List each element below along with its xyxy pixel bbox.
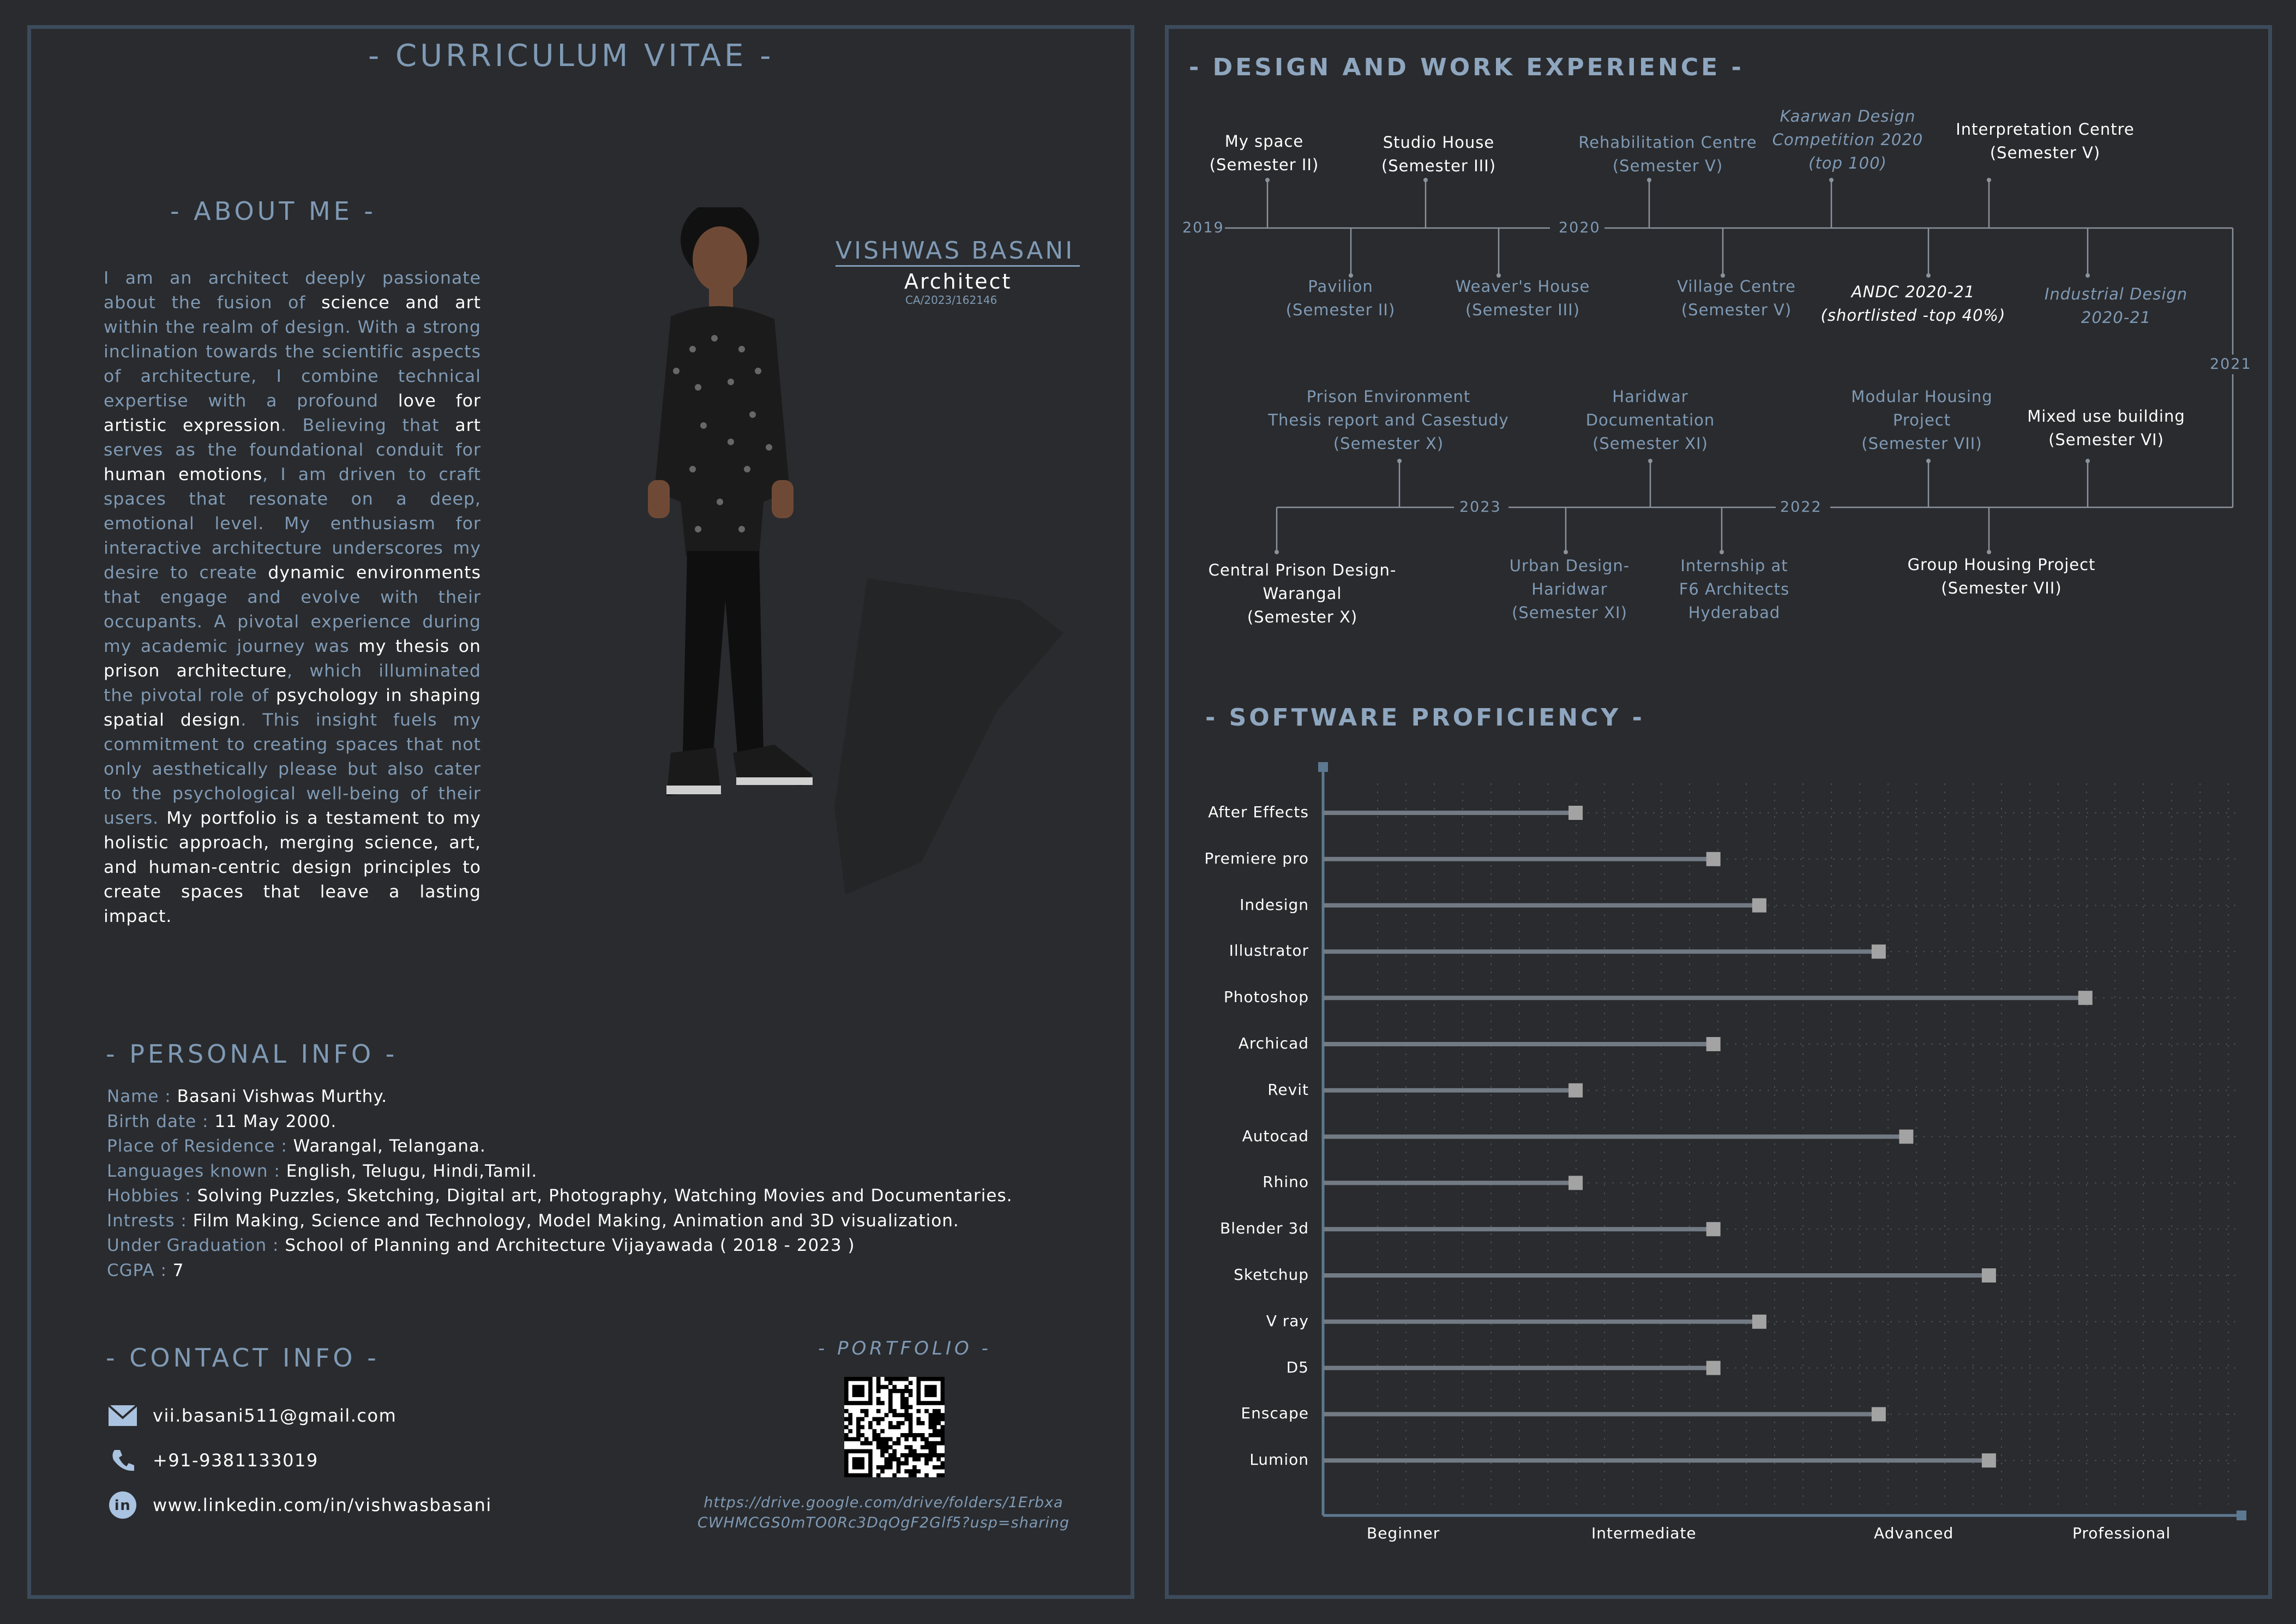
timeline-project-line: Prison Environment [1306, 387, 1471, 406]
timeline-project-line: (top 100) [1808, 154, 1887, 172]
timeline-project [1943, 405, 2270, 452]
timeline-project-line: (Semester V) [1612, 157, 1723, 175]
name-heading: VISHWAS BASANI [836, 237, 1075, 265]
timeline-project-line: Documentation [1585, 411, 1715, 429]
portfolio-url-line2[interactable]: CWHMCGS0mTO0Rc3DqOgF2Glf5?usp=sharing [697, 1514, 1070, 1531]
timeline-project-line: Thesis report and Casestudy [1268, 411, 1509, 429]
timeline-project-line: (Semester XI) [1592, 434, 1708, 453]
about-segment: human emotions [104, 465, 263, 484]
personal-info-label: Under Graduation : [107, 1236, 285, 1255]
timeline-project-line: Project [1892, 411, 1951, 429]
personal-info-value: 11 May 2000. [214, 1111, 337, 1131]
year-2020: 2020 [1559, 219, 1601, 236]
software-label: Autocad [1242, 1126, 1309, 1145]
portfolio-url-line1[interactable]: https://drive.google.com/drive/folders/1Erbxa [704, 1494, 1063, 1511]
contact-linkedin-row[interactable] [107, 1489, 492, 1521]
y-axis-cap [1318, 762, 1328, 772]
personal-info-label: CGPA : [107, 1260, 173, 1280]
timeline-project-line: (Semester II) [1209, 155, 1319, 174]
timeline-project-line: Warangal [1263, 584, 1342, 603]
about-segment: dynamic environments [268, 563, 481, 583]
personal-info-value: Solving Puzzles, Sketching, Digital art, Photography, Watching Movies and Documentaries. [197, 1186, 1013, 1206]
timeline-project-line: Studio House [1383, 133, 1495, 152]
timeline-project-line: (shortlisted -top 40%) [1820, 306, 2006, 325]
software-label: D5 [1286, 1358, 1309, 1376]
timeline-project-line: (Semester VI) [2048, 430, 2164, 449]
contact-phone-row[interactable] [107, 1444, 318, 1477]
contact-email-row[interactable] [107, 1399, 396, 1432]
year-2021: 2021 [2210, 356, 2252, 373]
timeline-project-line: Modular Housing [1851, 387, 1993, 406]
timeline-project-line: (Semester VII) [1861, 434, 1982, 453]
about-segment: . Believing that [280, 416, 455, 435]
software-label: Rhino [1263, 1173, 1309, 1191]
timeline-project-line: Weaver's House [1455, 277, 1590, 296]
portfolio-title: - PORTFOLIO - [818, 1338, 991, 1359]
software-chart [1165, 753, 2272, 1527]
level-label: Advanced [1874, 1524, 1954, 1542]
proficiency-marker [2078, 991, 2093, 1005]
contact-phone[interactable]: +91-9381133019 [153, 1450, 318, 1471]
personal-info-value: Warangal, Telangana. [293, 1136, 486, 1156]
software-label: After Effects [1208, 803, 1309, 821]
portrait-figure [616, 207, 1085, 949]
proficiency-marker [1706, 1222, 1721, 1236]
personal-info-value: Basani Vishwas Murthy. [177, 1087, 388, 1106]
timeline-project [1838, 553, 2165, 600]
about-segment: my thesis on prison architecture [104, 637, 481, 681]
level-label: Intermediate [1591, 1524, 1697, 1542]
software-label: Enscape [1241, 1404, 1309, 1423]
phone-icon [107, 1445, 139, 1476]
about-segment: I am an architect deeply passionate about the fusion of [104, 268, 481, 313]
personal-info-label: Place of Residence : [107, 1136, 293, 1156]
linkedin-icon [107, 1489, 139, 1521]
proficiency-marker [1752, 898, 1766, 913]
proficiency-marker [1568, 806, 1583, 820]
experience-title: - DESIGN AND WORK EXPERIENCE - [1189, 53, 1744, 81]
personal-info-value: English, Telugu, Hindi,Tamil. [286, 1161, 538, 1181]
software-label: Sketchup [1234, 1266, 1309, 1284]
timeline-project-line: (Semester II) [1285, 301, 1396, 319]
software-label: Revit [1267, 1080, 1309, 1099]
proficiency-marker [1982, 1268, 1996, 1283]
software-label: Photoshop [1223, 988, 1309, 1006]
about-segment: within the realm of design. With a strong inclination towards the scientific aspects of architecture, I combine technical expertise with a profound [104, 317, 481, 411]
personal-info-title: - PERSONAL INFO - [106, 1039, 398, 1069]
timeline-project-line: Competition 2020 [1772, 130, 1924, 149]
personal-info-list [107, 1084, 1012, 1283]
timeline-project-line: Central Prison Design- [1208, 561, 1397, 579]
about-segment: art [455, 416, 481, 435]
svg-text:in: in [114, 1497, 131, 1514]
timeline-project-line: Interpretation Centre [1956, 120, 2135, 139]
personal-info-value: 7 [172, 1260, 184, 1280]
proficiency-marker [1706, 1361, 1721, 1375]
timeline-project-line: (Semester V) [1990, 143, 2101, 162]
timeline-project-line: Haridwar [1612, 387, 1688, 406]
timeline-project-line: Kaarwan Design [1780, 107, 1916, 125]
personal-info-value: School of Planning and Architecture Vijayawada ( 2018 - 2023 ) [285, 1236, 855, 1255]
timeline-project-line: Pavilion [1308, 277, 1373, 296]
timeline-project-line: Mixed use building [2027, 407, 2185, 426]
timeline-project-line: (Semester III) [1465, 301, 1580, 319]
portfolio-qr-code[interactable] [844, 1377, 945, 1477]
personal-info-label: Name : [107, 1087, 177, 1106]
software-title: - SOFTWARE PROFICIENCY - [1205, 704, 1645, 732]
registration-number: CA/2023/162146 [905, 293, 997, 307]
about-segment: that engage and evolve with their occupants. A pivotal experience during my academic journey was [104, 588, 481, 656]
personal-info-label: Birth date : [107, 1111, 215, 1131]
software-label: Blender 3d [1220, 1219, 1309, 1238]
proficiency-marker [1752, 1315, 1766, 1329]
cv-title: - CURRICULUM VITAE - [368, 38, 774, 74]
timeline-project-line: (Semester III) [1381, 157, 1496, 175]
timeline-project-line: (Semester VII) [1941, 579, 2062, 597]
software-label: Indesign [1240, 895, 1309, 914]
timeline-project-line: My space [1224, 132, 1304, 151]
portfolio-url[interactable] [676, 1493, 1091, 1533]
timeline-project-line: Internship at [1680, 556, 1788, 575]
timeline-project-line: Group Housing Project [1907, 555, 2096, 574]
software-label: Premiere pro [1204, 849, 1309, 867]
level-label: Professional [2072, 1524, 2171, 1542]
personal-info-row [107, 1259, 1012, 1284]
personal-info-row [107, 1134, 1012, 1159]
level-label: Beginner [1367, 1524, 1440, 1542]
proficiency-marker [1872, 1407, 1886, 1421]
proficiency-marker [1872, 944, 1886, 958]
timeline-project-line: F6 Architects [1679, 580, 1790, 598]
timeline-project-line: Rehabilitation Centre [1578, 133, 1757, 152]
about-segment: serves as the foundational conduit for [104, 440, 481, 460]
about-title: - ABOUT ME - [170, 196, 377, 226]
timeline-project-line: (Semester XI) [1512, 603, 1627, 622]
about-segment: My portfolio is a testament to my holistic approach, merging science, art, and human-centric design principles to create spaces that leave a lasting impact. [104, 808, 481, 926]
contact-info-title: - CONTACT INFO - [106, 1343, 380, 1373]
timeline-project-line: (Semester X) [1333, 434, 1444, 453]
personal-info-row [107, 1184, 1012, 1209]
software-label: Archicad [1238, 1034, 1309, 1052]
timeline-project-line: Village Centre [1677, 277, 1796, 296]
year-2023: 2023 [1459, 499, 1501, 516]
contact-email[interactable]: vii.basani511@gmail.com [153, 1405, 397, 1426]
personal-info-row [107, 1084, 1012, 1110]
timeline-project-line: Urban Design- [1509, 556, 1630, 575]
mail-icon [107, 1400, 139, 1431]
timeline-project-line: Industrial Design [2044, 285, 2188, 303]
personal-info-row [107, 1110, 1012, 1135]
proficiency-marker [1706, 852, 1721, 866]
about-segment: . This insight fuels my commitment to creating spaces that not only aesthetically please but also cater to the psychological well-being of their users. [104, 710, 481, 828]
timeline-project-line: Hyderabad [1688, 603, 1781, 622]
personal-info-value: Film Making, Science and Technology, Model Making, Animation and 3D visualization. [193, 1210, 959, 1231]
timeline-project [1882, 118, 2209, 165]
timeline-project-line: ANDC 2020-21 [1851, 283, 1975, 301]
personal-info-label: Intrests : [107, 1210, 193, 1231]
x-axis-cap [2237, 1511, 2246, 1520]
about-segment: psychology in shaping spatial design [104, 686, 481, 730]
timeline-project-line: (Semester V) [1681, 301, 1792, 319]
year-2022: 2022 [1780, 499, 1822, 516]
timeline-project-line: (Semester X) [1247, 608, 1358, 626]
year-2019: 2019 [1182, 219, 1224, 236]
proficiency-marker [1568, 1176, 1583, 1190]
software-label: V ray [1266, 1311, 1309, 1330]
personal-info-row [107, 1209, 1012, 1234]
software-label: Illustrator [1229, 942, 1309, 960]
personal-info-label: Languages known : [107, 1161, 286, 1181]
about-segment: love for artistic expression [104, 391, 482, 435]
about-segment: science and art [321, 293, 481, 313]
software-label: Lumion [1249, 1451, 1309, 1469]
about-segment: , which illuminated the pivotal role of [104, 661, 481, 705]
timeline-project-line: 2020-21 [2081, 308, 2151, 327]
timeline-project-line: Haridwar [1531, 580, 1608, 598]
proficiency-marker [1568, 1083, 1583, 1098]
about-segment: , I am driven to craft spaces that resonate on a deep, emotional level. My enthusiasm for interactive architecture underscores my desire to create [104, 465, 482, 583]
timeline-project [1952, 283, 2280, 329]
personal-info-label: Hobbies : [107, 1186, 197, 1206]
about-text [104, 266, 481, 929]
personal-info-row [107, 1233, 1012, 1259]
proficiency-marker [1899, 1130, 1913, 1144]
proficiency-marker [1706, 1037, 1721, 1051]
personal-info-row [107, 1159, 1012, 1184]
role-text: Architect [904, 269, 1012, 293]
proficiency-marker [1982, 1453, 1996, 1467]
contact-linkedin[interactable]: www.linkedin.com/in/vishwasbasani [153, 1495, 492, 1515]
